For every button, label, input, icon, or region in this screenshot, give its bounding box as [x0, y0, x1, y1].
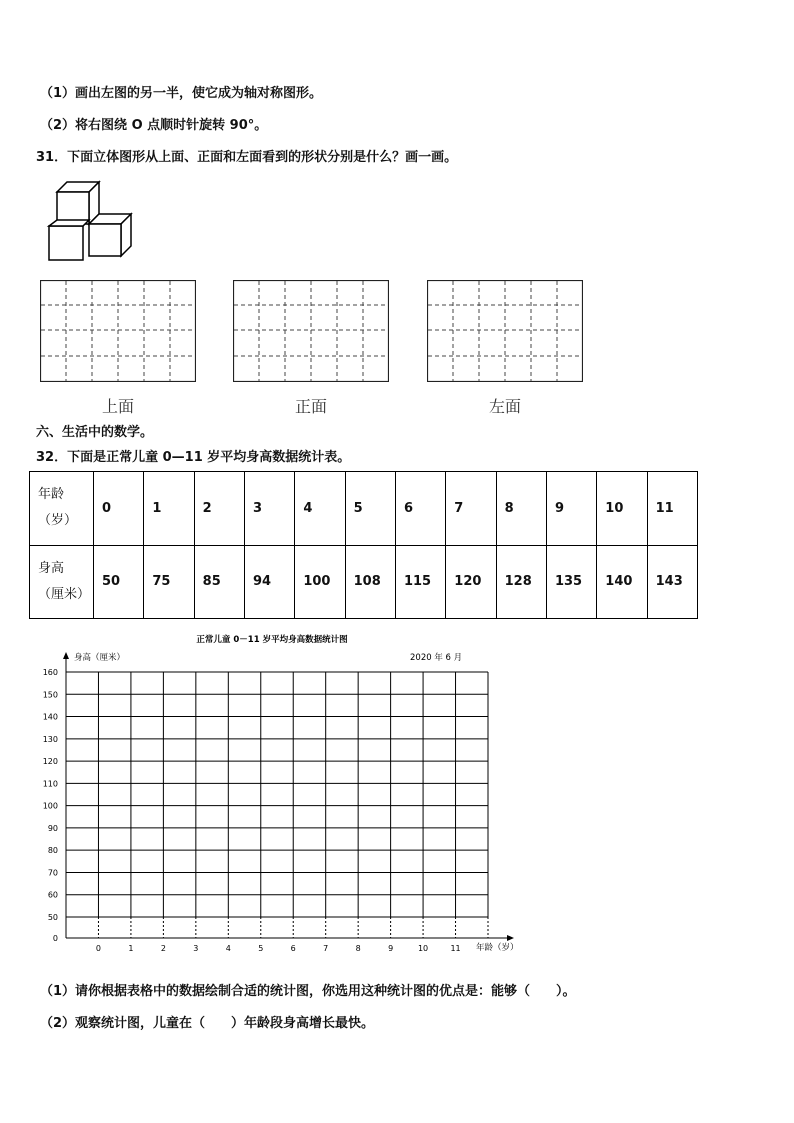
x-axis-arrow-icon [507, 935, 514, 941]
table-cell: 7 [446, 472, 496, 546]
table-cell: 128 [496, 545, 546, 619]
instruction-2: （2）将右图绕 O 点顺时针旋转 90°。 [40, 118, 268, 133]
table-row [30, 472, 698, 546]
header-age-unit: （岁） [38, 513, 78, 529]
table-header-height [30, 545, 94, 619]
y-tick-label: 80 [47, 846, 58, 856]
x-tick-label: 8 [355, 944, 361, 953]
y-tick-label: 100 [42, 801, 58, 811]
x-tick-label: 7 [323, 944, 329, 953]
chart-xlabel: 年龄（岁） [476, 943, 519, 953]
table-cell: 0 [94, 472, 144, 546]
grid-front-view-label: 正面 [294, 397, 327, 416]
question-31-title: 31．下面立体图形从上面、正面和左面看到的形状分别是什么？画一画。 [36, 150, 458, 165]
table-cell: 3 [244, 472, 294, 546]
y-tick-label: 140 [42, 712, 58, 722]
x-tick-label: 1 [128, 944, 134, 953]
chart-grid [66, 672, 488, 938]
chart-x-ticks [96, 944, 461, 953]
table-cell: 120 [446, 545, 496, 619]
grid-top-view[interactable] [40, 280, 196, 382]
y-tick-label: 150 [42, 690, 58, 700]
y-tick-label: 70 [47, 868, 58, 878]
table-cell: 2 [194, 472, 244, 546]
grid-top-view-label: 上面 [101, 397, 134, 416]
x-tick-label: 0 [95, 944, 102, 953]
y-tick-label: 130 [42, 734, 58, 744]
y-tick-label: 160 [42, 668, 58, 677]
instruction-1: （1）画出左图的另一半，使它成为轴对称图形。 [40, 86, 323, 101]
y-tick-label: 60 [47, 890, 58, 900]
x-tick-label: 10 [417, 944, 429, 953]
y-tick-label: 50 [47, 913, 58, 922]
table-cell: 100 [295, 545, 345, 619]
x-tick-label: 2 [160, 944, 166, 953]
y-tick-label: 110 [42, 779, 58, 789]
x-tick-label: 5 [258, 944, 264, 953]
table-cell: 4 [295, 472, 345, 546]
question-32-title: 32．下面是正常儿童 0—11 岁平均身高数据统计表。 [36, 450, 351, 465]
height-stats-table [29, 471, 698, 619]
table-cell: 75 [144, 545, 194, 619]
cube-figure [44, 180, 134, 264]
x-tick-label: 11 [450, 944, 461, 953]
table-cell: 140 [597, 545, 647, 619]
question-32-sub-2: （2）观察统计图，儿童在（ ）年龄段身高增长最快。 [40, 1016, 375, 1031]
height-line-chart[interactable] [30, 630, 530, 960]
chart-title: 正常儿童 0－11 岁平均身高数据统计图 [196, 635, 348, 645]
x-tick-label: 3 [193, 944, 199, 953]
chart-y-ticks [43, 668, 58, 943]
table-cell: 115 [395, 545, 445, 619]
grid-left-view[interactable] [427, 280, 583, 382]
chart-date-note: 2020 年 6 月 [410, 653, 463, 663]
grid-left-view-label: 左面 [488, 397, 521, 416]
table-cell: 135 [546, 545, 596, 619]
table-cell: 108 [345, 545, 395, 619]
table-cell: 94 [244, 545, 294, 619]
table-row [30, 545, 698, 619]
header-height-label: 身高 [38, 560, 65, 576]
table-header-age [30, 472, 94, 546]
table-cell: 143 [647, 545, 697, 619]
header-height-unit: （厘米） [38, 586, 91, 602]
table-cell: 6 [395, 472, 445, 546]
header-age-label: 年龄 [38, 487, 65, 503]
section-6-heading: 六、生活中的数学。 [36, 425, 154, 440]
x-tick-label: 4 [225, 944, 231, 953]
x-tick-label: 9 [388, 944, 394, 953]
grid-front-view[interactable] [233, 280, 389, 382]
table-cell: 10 [597, 472, 647, 546]
table-cell: 1 [144, 472, 194, 546]
y-tick-label: 90 [47, 823, 58, 833]
question-32-sub-1: （1）请你根据表格中的数据绘制合适的统计图，你选用这种统计图的优点是：能够（ ）。 [40, 984, 576, 999]
y-tick-label: 0 [52, 934, 58, 943]
table-cell: 8 [496, 472, 546, 546]
table-cell: 5 [345, 472, 395, 546]
chart-ylabel: 身高（厘米） [74, 653, 126, 663]
table-cell: 50 [94, 545, 144, 619]
table-cell: 85 [194, 545, 244, 619]
table-cell: 9 [546, 472, 596, 546]
y-axis-arrow-icon [63, 652, 69, 659]
x-tick-label: 6 [290, 944, 296, 953]
table-cell: 11 [647, 472, 697, 546]
y-tick-label: 120 [42, 757, 58, 767]
